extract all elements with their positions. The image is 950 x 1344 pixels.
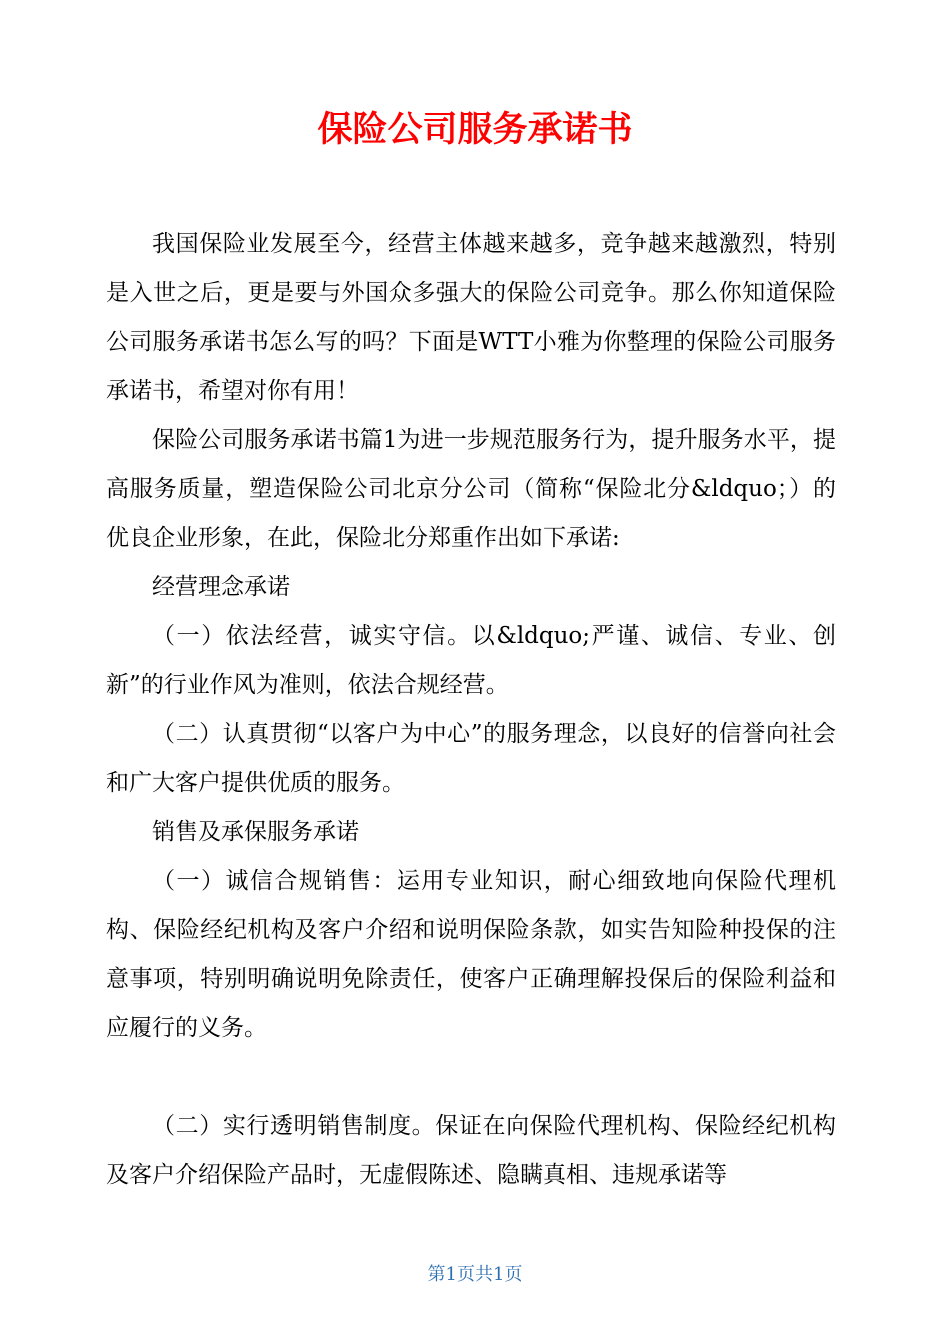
paragraph-sales-1: （一）诚信合规销售：运用专业知识，耐心细致地向保险代理机构、保险经纪机构及客户介绍和说明保险条款，如实告知险种投保的注意事项，特别明确说明免除责任，使客户正确理解投保后的保险利益和应履行的义务。 [106,868,836,1041]
paragraph-intro: 我国保险业发展至今，经营主体越来越多，竞争越来越激烈，特别是入世之后，更是要与外国众多强大的保险公司竞争。那么你知道保险公司服务承诺书怎么写的吗？下面是WTT小雅为你整理的保险公司服务承诺书，希望对你有用！ [106,231,836,404]
paragraph-sales-2: （二）实行透明销售制度。保证在向保险代理机构、保险经纪机构及客户介绍保险产品时，无虚假陈述、隐瞒真相、违规承诺等 [106,1113,836,1188]
paragraph-philosophy-1: （一）依法经营，诚实守信。以&ldquo;严谨、诚信、专业、创新”的行业作风为准则，依法合规经营。 [106,623,836,698]
section-heading-sales-service: 销售及承保服务承诺 [152,819,359,845]
document-body [106,220,836,1200]
document-title: 保险公司服务承诺书 [317,110,633,150]
paragraph-philosophy-2: （二）认真贯彻“以客户为中心”的服务理念，以良好的信誉向社会和广大客户提供优质的服务。 [106,721,836,796]
section-heading-business-philosophy: 经营理念承诺 [152,574,290,600]
paragraph-preamble: 保险公司服务承诺书篇1为进一步规范服务行为，提升服务水平，提高服务质量，塑造保险公司北京分公司（简称“保险北分&ldquo；）的优良企业形象，在此，保险北分郑重作出如下承诺: [106,427,836,551]
page-number-footer: 第1页共1页 [427,1264,523,1285]
